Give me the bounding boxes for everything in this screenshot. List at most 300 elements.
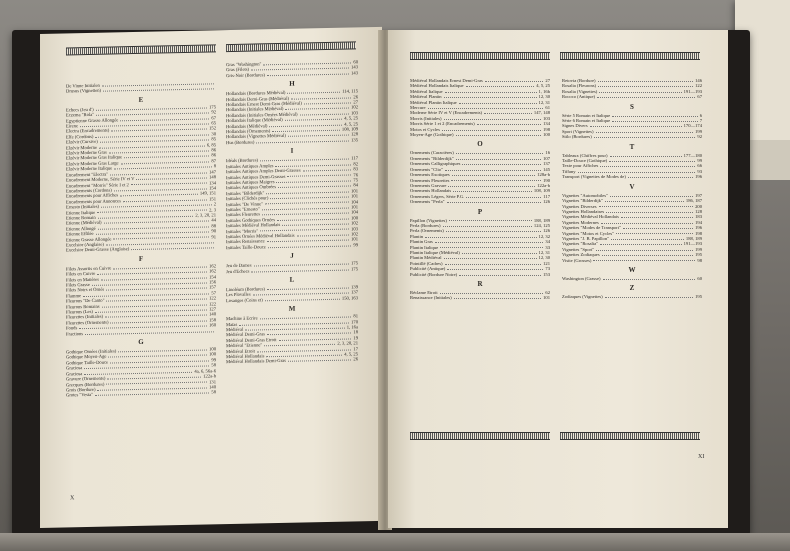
- entry-page-number: 30: [211, 131, 216, 137]
- section-letter: G: [138, 337, 144, 347]
- entry-page-number: 190: [543, 177, 550, 183]
- entry-title: Zodiaques (Vignettes): [562, 294, 603, 300]
- entry-title: Réclame Etroit: [410, 290, 438, 295]
- entry-title: Initiales Renaissance: [226, 238, 265, 245]
- entry-page-number: 98: [697, 257, 702, 263]
- entry-page-number: 33: [545, 244, 550, 250]
- entry-page-number: 12, 32: [538, 233, 550, 239]
- entry-title: Rosalia (Vignettes): [562, 88, 598, 94]
- section-letter: V: [629, 182, 635, 191]
- entry-page-number: 6, 85: [206, 141, 216, 148]
- dot-leader: [447, 202, 542, 203]
- entry-title: Médiéval "Etienne": [226, 342, 263, 349]
- page-number-right: XI: [698, 454, 705, 460]
- entry-page-number: 101: [351, 188, 358, 194]
- entry-page-number: 12, 31: [538, 99, 550, 105]
- entry-page-number: 170: [351, 318, 358, 325]
- entry-title: Série 5 Romain et Italique: [562, 112, 611, 118]
- dot-leader: [447, 269, 543, 270]
- entry-title: Hollandais (Vignettes Médiéval): [226, 133, 286, 140]
- entry-title: Vignettes Hollandaises: [562, 208, 605, 214]
- entry-page-number: 194: [695, 219, 702, 225]
- entry-title: Médiéval: [226, 326, 244, 333]
- entry-page-number: 62: [545, 290, 550, 295]
- entry-title: Ornements Gravure: [410, 182, 447, 188]
- entry-title: Rococo (Antique): [562, 94, 596, 100]
- entry-page-number: 128a-b: [537, 172, 550, 178]
- left-page: [40, 27, 382, 528]
- entry-title: Washington (Grasse): [562, 275, 601, 281]
- entry-title: Transport (Vignettes de Modes de): [562, 174, 626, 180]
- entry-title: Jeu de Dames: [226, 262, 252, 269]
- entry-page-number: 127: [209, 306, 216, 312]
- entry-title: Signes Divers: [562, 123, 588, 129]
- dot-leader: [453, 191, 532, 192]
- entry-page-number: 73: [545, 266, 550, 272]
- entry-page-number: 122a-b: [537, 182, 550, 188]
- entry-page-number: 101: [543, 295, 550, 301]
- entry-page-number: 58: [211, 389, 216, 395]
- top-rule-left-2: [226, 41, 356, 52]
- entry-page-number: 200: [695, 203, 702, 209]
- section-letter: R: [477, 280, 483, 288]
- entry-page-number: 84: [353, 182, 358, 188]
- entry-page-number: 135: [351, 137, 358, 143]
- entry-page-number: 147: [209, 169, 216, 175]
- entry-page-number: 175: [351, 265, 358, 272]
- entry-title: Encadrement "Electra": [66, 171, 109, 178]
- entry-title: Elzévir Moderne Gras: [66, 149, 107, 156]
- dot-leader: [466, 197, 541, 198]
- entry-title: Drusus (Vignetten): [66, 88, 102, 94]
- entry-page-number: 151: [209, 196, 216, 202]
- entry-page-number: 195: [695, 294, 702, 300]
- entry-title: Médiéval Italique: [410, 88, 443, 94]
- entry-page-number: 100: [351, 215, 358, 221]
- dot-leader: [609, 161, 695, 162]
- entry-page-number: 143: [351, 70, 358, 76]
- entry-page-number: 156: [209, 279, 216, 285]
- entry-page-number: 91: [211, 233, 216, 239]
- entry-page-number: 1, 16b: [538, 88, 550, 94]
- entry-title: Tableaux (Chiffres pour): [562, 152, 608, 158]
- dot-leader: [267, 73, 349, 76]
- page-number-left: X: [70, 495, 75, 502]
- entry-title: Fleurons (Les): [66, 308, 93, 315]
- entry-page-number: 107: [543, 155, 550, 161]
- entry-page-number: 104: [351, 198, 358, 205]
- entry-page-number: 27: [353, 99, 358, 105]
- entry-title: Plantin Italique: [410, 244, 439, 250]
- entry-page-number: 93: [697, 168, 702, 174]
- dot-leader: [597, 97, 695, 98]
- entry-title: Plantin Gras: [410, 239, 433, 245]
- index-entry: [410, 199, 550, 204]
- entry-page-number: 82: [353, 161, 358, 167]
- entry-page-number: 175: [351, 260, 358, 266]
- entry-page-number: 143: [351, 64, 358, 70]
- entry-title: Filets Assortis en Cuivre: [66, 265, 112, 272]
- dot-leader: [616, 233, 693, 234]
- dot-leader: [256, 140, 349, 143]
- dot-leader: [459, 103, 537, 104]
- entry-page-number: 121: [543, 260, 550, 266]
- entry-page-number: 139: [351, 284, 358, 290]
- entry-page-number: 17: [353, 345, 358, 352]
- entry-page-number: 117: [351, 155, 358, 161]
- entry-title: Gothique Moyen-Age: [66, 354, 107, 360]
- section-letter: P: [477, 207, 483, 216]
- entry-page-number: 177—180: [683, 152, 702, 158]
- dot-leader: [428, 108, 544, 109]
- entry-title: Filets Grasse: [66, 281, 90, 288]
- dot-leader: [85, 331, 214, 335]
- entry-title: Perla (Bordures): [410, 222, 441, 228]
- entry-title: Etienne Effilée: [66, 231, 94, 237]
- entry-page-number: 188, 189: [685, 235, 702, 241]
- entry-title: Motos et Cycles: [410, 126, 440, 132]
- dot-leader: [95, 393, 209, 396]
- entry-page-number: 126: [543, 228, 550, 234]
- entry-title: Ornements "Bilderdijk": [410, 155, 454, 161]
- section-letter: T: [629, 142, 635, 151]
- table-edge: [0, 533, 790, 551]
- entry-title: Gras "Washington": [226, 61, 262, 68]
- entry-page-number: 196: [695, 174, 702, 180]
- entry-title: Ornements (Caractères): [410, 150, 454, 156]
- entry-title: Hollandais (Médiéval): [226, 122, 268, 129]
- entry-page-number: 134: [209, 179, 216, 185]
- entry-title: Flamme: [66, 292, 82, 299]
- entry-page-number: 158: [209, 317, 216, 323]
- entry-title: Publicité (Antique): [410, 266, 446, 272]
- top-rule-right: [410, 52, 550, 60]
- entry-title: Pointillé (Cadres): [410, 260, 443, 266]
- entry-title: Hollandais (Initiales Ornées Médiéval): [226, 111, 298, 118]
- dot-leader: [451, 180, 541, 181]
- entry-title: Fleurons Romains: [66, 303, 100, 310]
- entry-title: Médiéval Hollandais: [226, 353, 265, 360]
- entry-page-number: 100: [209, 346, 216, 352]
- dot-leader: [443, 226, 532, 227]
- entry-title: Grois (Bordure): [66, 386, 96, 393]
- entry-title: Encadrement "Morris" Série I et 2: [66, 181, 129, 188]
- entry-page-number: 67: [211, 114, 216, 121]
- entry-page-number: 102: [351, 104, 358, 110]
- entry-title: Moderne Série IV et V (Encadrements): [410, 110, 483, 116]
- entry-title: Hus (Bordures): [226, 139, 255, 145]
- entry-title: Fleurons "De Canto": [66, 297, 105, 304]
- entry-page-number: 87: [211, 158, 216, 164]
- dot-leader: [265, 298, 340, 301]
- entry-page-number: 191—193: [683, 241, 702, 247]
- dot-leader: [444, 119, 542, 120]
- entry-title: Etienne Allongé: [66, 225, 96, 232]
- entry-page-number: 99: [697, 158, 702, 164]
- entry-title: Gothique Taille-Douce: [66, 359, 109, 366]
- entry-title: Jeu d'Echecs: [226, 268, 250, 274]
- index-column-right-2: [562, 78, 702, 300]
- entry-title: Ornements Exotiques: [410, 172, 450, 178]
- entry-page-number: 101: [351, 236, 358, 242]
- entry-page-number: 128: [351, 131, 358, 137]
- dot-leader: [596, 250, 693, 251]
- entry-page-number: 61: [545, 105, 550, 111]
- entry-title: Filets Noirs et Ornés: [66, 287, 105, 293]
- entry-page-number: 153: [543, 271, 550, 277]
- entry-page-number: 12, 30: [538, 94, 550, 100]
- entry-page-number: 12, 31: [538, 249, 550, 255]
- entry-page-number: 6: [699, 112, 702, 118]
- entry-title: Elzévir Moderne Gras Large: [66, 160, 119, 167]
- entry-page-number: 4, 5, 25: [344, 120, 358, 127]
- entry-page-number: 2, 3: [209, 206, 216, 212]
- dot-leader: [131, 248, 214, 251]
- index-entry: [410, 295, 550, 300]
- entry-title: Encadrements pour Affiches: [66, 192, 119, 199]
- entry-title: Etienne (Médiéval): [66, 220, 102, 226]
- entry-title: Elzévir Moderne Gras Italique: [66, 154, 122, 161]
- entry-title: Hollandais Demi-Gras (Médiéval): [226, 95, 290, 102]
- entry-title: Médiéval Hollandais Ernest Demi-Gras: [410, 78, 483, 83]
- section-letter: L: [289, 275, 295, 284]
- entry-title: Gravure (Ornements): [66, 375, 106, 382]
- entry-page-number: 134: [543, 121, 550, 127]
- entry-page-number: 199: [695, 246, 702, 252]
- entry-title: Graciosa: [66, 365, 83, 371]
- entry-title: Initiales Ornées Médiéval Hollandais: [226, 232, 295, 240]
- entry-page-number: 19: [353, 335, 358, 341]
- dot-leader: [612, 116, 697, 117]
- entry-page-number: 18: [353, 329, 358, 335]
- index-entry: [562, 276, 702, 281]
- entry-title: Grecques (Bordures): [66, 381, 105, 387]
- entry-page-number: 198: [695, 230, 702, 236]
- entry-page-number: 85: [211, 136, 216, 142]
- dot-leader: [435, 242, 544, 243]
- entry-title: Echecs (Jeu d'): [66, 106, 94, 113]
- dot-leader: [606, 212, 693, 213]
- entry-title: Elfe (Cordons): [66, 133, 94, 140]
- entry-title: Elzévir (Cursive): [66, 139, 98, 145]
- entry-page-number: 100: [543, 132, 550, 138]
- section-letter: E: [138, 95, 144, 104]
- entry-page-number: 126: [543, 199, 550, 205]
- entry-title: Eirene: [66, 123, 78, 129]
- dot-leader: [456, 159, 541, 160]
- dot-leader: [456, 153, 544, 154]
- entry-title: Plantin Italique (Médiéval): [410, 249, 460, 255]
- dot-leader: [454, 298, 541, 299]
- entry-title: Eczema "Rola": [66, 112, 95, 118]
- entry-page-number: 99: [353, 242, 358, 248]
- section-letter: M: [288, 304, 296, 314]
- dot-leader: [466, 86, 535, 87]
- index-column-right-1: [410, 78, 550, 301]
- index-entry: [562, 294, 702, 299]
- dot-leader: [598, 81, 694, 82]
- entry-title: Vignettes "Motos et Cycles": [562, 230, 615, 236]
- bottom-rule-right: [410, 432, 550, 440]
- dot-leader: [456, 135, 542, 136]
- right-page: [388, 30, 728, 528]
- entry-page-number: 1, 16a: [346, 324, 358, 330]
- entry-title: Ernesto (Initiales): [66, 203, 100, 210]
- entry-title: Médiéval Etroit: [226, 348, 255, 354]
- entry-title: Hollandais (Ornements): [226, 128, 271, 135]
- entry-page-number: 4, 5, 25: [344, 351, 358, 357]
- entry-page-number: 186, 187: [685, 198, 702, 204]
- entry-title: Ornements Calligraphiques: [410, 161, 461, 167]
- entry-page-number: 117: [543, 193, 550, 199]
- entry-page-number: 162: [209, 268, 216, 274]
- dot-leader: [602, 255, 693, 256]
- dot-leader: [605, 201, 684, 202]
- entry-title: Vignettes Modernes: [562, 219, 599, 225]
- entry-page-number: 149, 151: [199, 190, 216, 196]
- dot-leader: [459, 275, 541, 276]
- entry-title: Idéals (Bordures): [226, 157, 259, 164]
- section-letter: F: [138, 254, 144, 263]
- entry-title: Encadrements pour Annonces: [66, 198, 121, 205]
- entry-title: Linoléum (Bordures): [226, 286, 265, 293]
- entry-title: Excelsior Demi-Grasse (Anglaise): [66, 246, 130, 253]
- entry-title: Filets en Cuivre: [66, 271, 96, 277]
- entry-title: Gras (Filets): [226, 67, 250, 73]
- entry-page-number: 75: [353, 177, 358, 183]
- dot-leader: [628, 177, 693, 178]
- entry-title: Electra (Encadrements): [66, 127, 110, 134]
- entry-page-number: 154: [209, 185, 216, 191]
- entry-page-number: 122: [695, 83, 702, 89]
- entry-page-number: 86: [211, 147, 216, 153]
- entry-title: Papillon (Vignettes): [410, 217, 447, 223]
- entry-title: Ornements Hollandais: [410, 188, 452, 194]
- entry-page-number: 137: [351, 289, 358, 295]
- entry-title: Série 6 Romain et Italique: [562, 118, 611, 124]
- dot-leader: [484, 113, 532, 114]
- dot-leader: [600, 166, 695, 167]
- dot-leader: [445, 170, 541, 171]
- entry-page-number: 4, 5, 25: [344, 115, 358, 121]
- entry-title: Médiéval Demi-Gras Etroit: [226, 336, 277, 343]
- section-letter: I: [290, 146, 294, 156]
- entry-title: Fleurettes (Initiales): [66, 314, 104, 320]
- entry-page-number: 140: [209, 384, 216, 390]
- dot-leader: [477, 124, 541, 125]
- dot-leader: [611, 239, 684, 240]
- section-letter: O: [477, 140, 483, 149]
- entry-title: Fleurettes (Ornements): [66, 319, 109, 326]
- entry-title: Initiales Antiques Ombrées: [226, 184, 277, 191]
- entry-page-number: 34: [545, 239, 550, 245]
- entry-page-number: 137: [543, 161, 550, 167]
- entry-title: Initiales Antiques Amples Demi-Grasses: [226, 167, 301, 175]
- dot-leader: [610, 196, 693, 197]
- entry-page-number: 124, 125: [533, 222, 550, 228]
- entry-page-number: 66: [697, 163, 702, 169]
- entry-title: Initiales "Morris": [226, 227, 259, 234]
- entry-title: Médiéval Plantin Italique: [410, 99, 457, 105]
- entry-title: Ornements "Perla": [410, 199, 445, 205]
- entry-title: Graciosa: [66, 370, 83, 377]
- entry-title: Grotes "Vesta": [66, 392, 94, 398]
- entry-page-number: 99: [211, 357, 216, 363]
- dot-leader: [600, 244, 682, 245]
- entry-title: Encadrement Moderne, Série IV et V: [66, 176, 135, 183]
- dot-leader: [596, 132, 694, 133]
- entry-title: Taille-Douce (Gothique): [562, 158, 608, 164]
- entry-title: Ornements Fleurettes: [410, 177, 450, 183]
- entry-page-number: 101: [351, 204, 358, 210]
- section-letter: J: [290, 251, 294, 260]
- entry-title: Filets en Matières: [66, 276, 99, 283]
- entry-title: Les Plovalles: [226, 291, 251, 298]
- entry-page-number: 131: [209, 378, 216, 384]
- dot-leader: [103, 89, 214, 92]
- entry-title: Vignettes "Bilderdijk": [562, 198, 603, 204]
- entry-page-number: 2, 3, 20, 21: [195, 212, 216, 218]
- dot-leader: [605, 297, 693, 298]
- entry-title: Retovia (Bordure): [562, 78, 596, 83]
- dot-leader: [251, 269, 349, 272]
- entry-page-number: 102: [351, 231, 358, 237]
- entry-page-number: 103: [351, 110, 358, 116]
- entry-title: Gothique Ornées (Initiales): [66, 348, 117, 355]
- dot-leader: [444, 258, 537, 259]
- entry-page-number: 196: [695, 225, 702, 231]
- entry-page-number: 188, 189: [533, 217, 550, 223]
- entry-page-number: 8: [213, 163, 216, 169]
- entry-page-number: 162: [209, 263, 216, 269]
- entry-title: Losanges (Coins et): [226, 297, 263, 303]
- entry-title: Morris (Initiales): [410, 115, 442, 121]
- entry-page-number: 108, 109: [341, 126, 358, 132]
- entry-page-number: 183: [695, 214, 702, 220]
- entry-title: Initiales Médiéval Hollandais: [226, 222, 281, 229]
- entry-title: Tiffany: [562, 168, 576, 174]
- entry-page-number: 128: [695, 208, 702, 214]
- entry-page-number: 58: [211, 362, 216, 368]
- entry-page-number: 147, 148: [533, 110, 550, 116]
- entry-title: Initiales Antiques Amples: [226, 162, 274, 169]
- dot-leader: [612, 121, 697, 122]
- entry-title: Initiales Taille-Douce: [226, 244, 266, 250]
- entry-page-number: 16: [545, 150, 550, 156]
- entry-title: Hollandais Ernest Demi-Gras (Médiéval): [226, 100, 302, 108]
- entry-title: Etienne Romain: [66, 214, 96, 221]
- dot-leader: [601, 223, 693, 224]
- entry-page-number: 145: [543, 166, 550, 172]
- entry-title: Vignettes "Modes de Transport": [562, 225, 621, 231]
- entry-title: Rosalia (Fleurons): [562, 83, 597, 89]
- entry-page-number: 92: [211, 109, 216, 115]
- entry-page-number: 92: [697, 134, 702, 140]
- entry-title: Vignettes "Sport": [562, 246, 595, 252]
- dot-leader: [598, 86, 693, 87]
- dot-leader: [578, 172, 696, 173]
- entry-title: Initiales "De Vinne": [226, 200, 264, 207]
- entry-page-number: 108, 109: [533, 188, 550, 194]
- entry-page-number: 122: [209, 295, 216, 301]
- entry-title: Initiales (Clichés pour): [226, 195, 269, 202]
- entry-page-number: 27: [545, 78, 550, 83]
- section-letter: H: [289, 79, 295, 88]
- entry-title: Plantin Médiéval: [410, 255, 442, 261]
- entry-title: Machine à Ecrire: [226, 315, 258, 322]
- entry-page-number: 86: [211, 152, 216, 158]
- entry-title: Plantin: [410, 233, 424, 239]
